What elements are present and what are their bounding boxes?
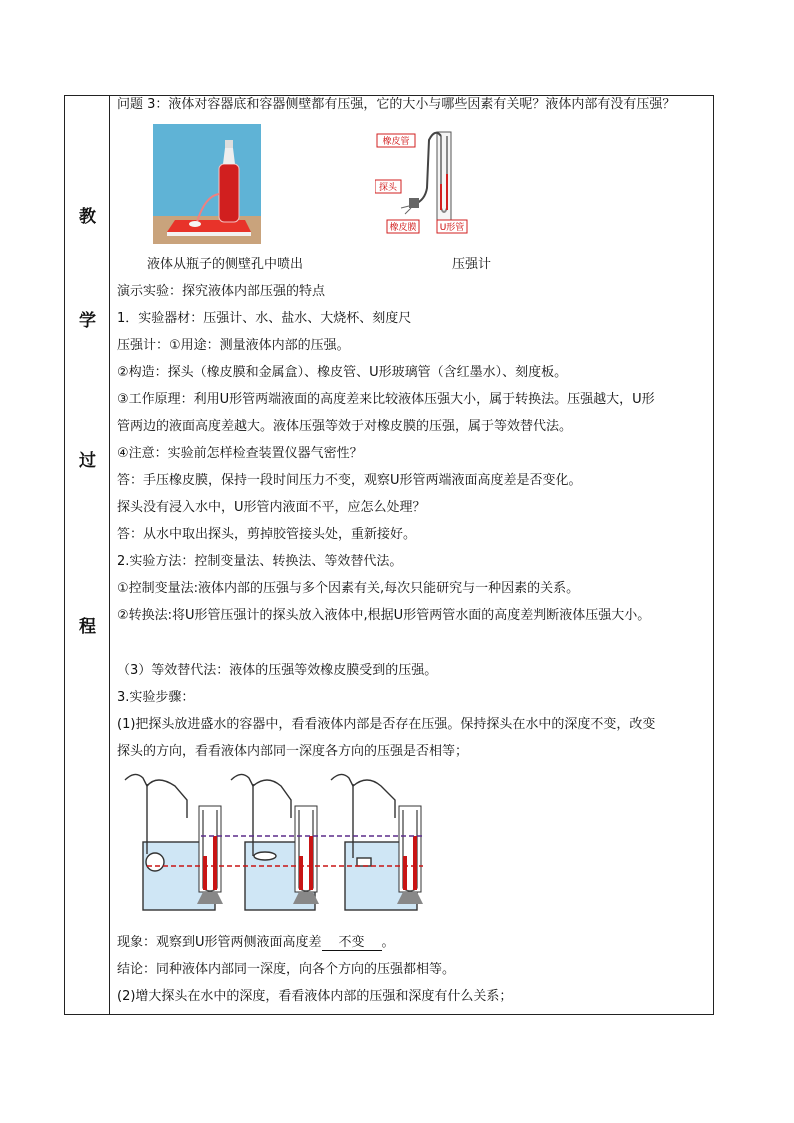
setup-2 [231, 774, 319, 910]
text-line-4: ②构造：探头（橡皮膜和金属盒）、橡皮管、U形玻璃管（含红墨水）、刻度板。 [117, 365, 568, 380]
text-line-2: 1．实验器材：压强计、水、盐水、大烧杯、刻度尺 [117, 311, 412, 326]
stage-char-2: 学 [79, 311, 96, 331]
text-line-12: ①控制变量法:液体内部的压强与多个因素有关,每次只能研究与一种因素的关系。 [117, 581, 580, 596]
observation-line [117, 934, 395, 952]
question-line: 问题 3：液体对容器底和容器侧壁都有压强，它的大小与哪些因素有关呢？液体内部有没有压强？ [117, 97, 676, 112]
gauge-caption: 压强计 [452, 257, 492, 272]
observation-suffix: 。 [381, 935, 395, 950]
lesson-table [64, 95, 714, 1015]
bottle-caption: 液体从瓶子的侧壁孔中喷出 [147, 257, 304, 272]
text-line-8: 答：手压橡皮膜，保持一段时间压力不变，观察U形管两端液面高度差是否变化。 [117, 473, 582, 488]
text-line-11: 2.实验方法：控制变量法、转换法、等效替代法。 [117, 554, 403, 569]
text-line-9: 探头没有浸入水中，U形管内液面不平，应怎么处理？ [117, 500, 426, 515]
text-line-16: (1)把探头放进盛水的容器中，看看液体内部是否存在压强。保持探头在水中的深度不变，改变 [117, 717, 656, 732]
text-line-10: 答：从水中取出探头，剪掉胶管接头处，重新接好。 [117, 527, 417, 542]
text-line-15: 3.实验步骤： [117, 690, 195, 705]
gauge-label-u-tube: U形管 [439, 223, 465, 233]
text-line-14: （3）等效替代法：液体的压强等效橡皮膜受到的压强。 [117, 663, 438, 678]
stage-char-1: 教 [79, 207, 96, 227]
stage-column [65, 96, 110, 1014]
text-line-3: 压强计：①用途：测量液体内部的压强。 [117, 338, 350, 353]
gauge-label-membrane: 橡皮膜 [389, 223, 417, 233]
experiment-illustration [117, 770, 447, 918]
gauge-label-rubber-tube: 橡皮管 [382, 137, 410, 147]
setup-3 [331, 774, 423, 910]
observation-answer: 不变 [322, 935, 382, 951]
text-line-13: ②转换法:将U形管压强计的探头放入液体中,根据U形管两管水面的高度差判断液体压强大小。 [117, 608, 651, 623]
stage-char-4: 程 [79, 617, 96, 637]
observation-prefix: 现象：观察到U形管两侧液面高度差 [117, 935, 322, 950]
conclusion-line: 结论：同种液体内部同一深度，向各个方向的压强都相等。 [117, 962, 456, 977]
step2-line: (2)增大探头在水中的深度，看看液体内部的压强和深度有什么关系； [117, 989, 513, 1004]
text-line-7: ④注意：实验前怎样检查装置仪器气密性？ [117, 446, 363, 461]
gauge-label-probe: 探头 [378, 183, 398, 193]
text-line-1: 演示实验：探究液体内部压强的特点 [117, 284, 326, 299]
pressure-gauge-diagram [375, 128, 475, 238]
bottle-photo [153, 124, 261, 244]
stage-char-3: 过 [79, 451, 96, 471]
text-line-5: ③工作原理：利用U形管两端液面的高度差来比较液体压强大小，属于转换法。压强越大，U形 [117, 392, 655, 407]
text-line-17: 探头的方向，看看液体内部同一深度各方向的压强是否相等； [117, 744, 469, 759]
setup-1 [125, 774, 223, 910]
text-line-6: 管两边的液面高度差越大。液体压强等效于对橡皮膜的压强，属于等效替代法。 [117, 419, 573, 434]
